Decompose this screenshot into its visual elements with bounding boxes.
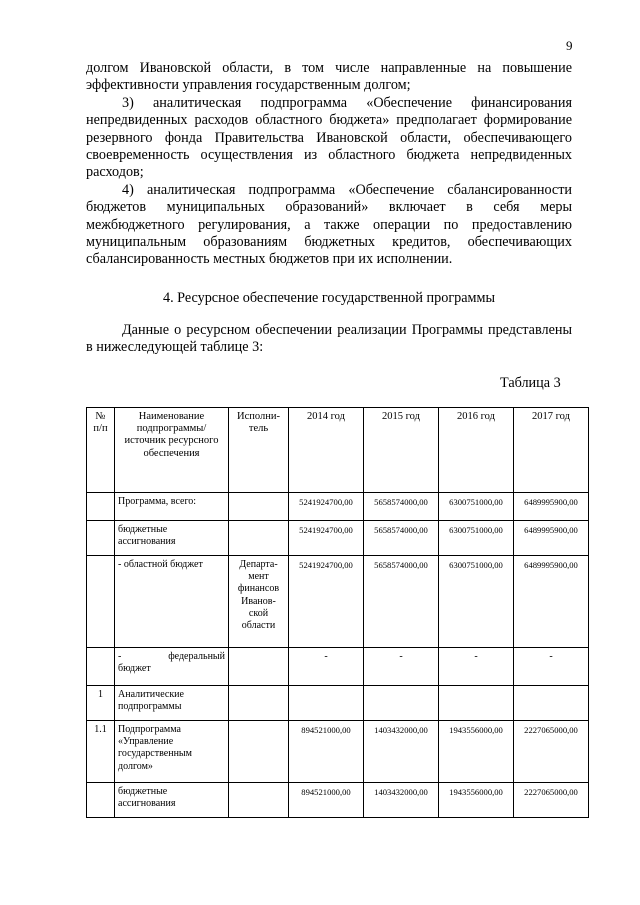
cell-2016: - xyxy=(439,648,514,686)
resource-table xyxy=(86,407,589,818)
cell-name: - областной бюджет xyxy=(115,556,229,648)
cell-num xyxy=(87,783,115,818)
paragraph-3: 4) аналитическая подпрограмма «Обеспечение сбалансированности бюджетов муниципальных образований» включает в себя меры межбюджетного регулирования, а также операции по предоставлению муниципальным образованиям бюджетных кредитов, обеспечивающих сбалансированность местных бюджетов при их исполнении. xyxy=(86,181,572,268)
cell-num xyxy=(87,648,115,686)
cell-2015: 5658574000,00 xyxy=(364,521,439,556)
table-row xyxy=(87,721,589,783)
cell-executor xyxy=(229,783,289,818)
cell-2015 xyxy=(364,686,439,721)
cell-2017: 6489995900,00 xyxy=(514,493,589,521)
cell-2014: 5241924700,00 xyxy=(289,556,364,648)
cell-executor xyxy=(229,686,289,721)
cell-2017 xyxy=(514,686,589,721)
table-row xyxy=(87,686,589,721)
cell-2016: 6300751000,00 xyxy=(439,521,514,556)
cell-num: 1.1 xyxy=(87,721,115,783)
cell-2015: 1403432000,00 xyxy=(364,721,439,783)
cell-name: бюджетные ассигнования xyxy=(115,521,229,556)
header-name: Наименование подпрограммы/ источник ресурсного обеспечения xyxy=(115,408,229,493)
cell-2016: 1943556000,00 xyxy=(439,783,514,818)
table-caption: Таблица 3 xyxy=(500,375,561,391)
cell-2014: 5241924700,00 xyxy=(289,521,364,556)
cell-name: Подпрограмма «Управление государственным долгом» xyxy=(115,721,229,783)
cell-2014: - xyxy=(289,648,364,686)
lead-paragraph: Данные о ресурсном обеспечении реализации Программы представлены в нижеследующей таблице 3: xyxy=(86,322,572,356)
cell-2017: - xyxy=(514,648,589,686)
header-2015: 2015 год xyxy=(364,408,439,493)
cell-2015: 5658574000,00 xyxy=(364,493,439,521)
header-2017: 2017 год xyxy=(514,408,589,493)
cell-name xyxy=(115,648,229,686)
cell-2014 xyxy=(289,686,364,721)
cell-executor xyxy=(229,521,289,556)
cell-2015: 5658574000,00 xyxy=(364,556,439,648)
cell-name: Аналитические подпрограммы xyxy=(115,686,229,721)
cell-num xyxy=(87,521,115,556)
cell-executor: Департа-мент финансов Иванов-ской области xyxy=(229,556,289,648)
federal-dash: - xyxy=(118,651,122,662)
table-row xyxy=(87,648,589,686)
header-2014: 2014 год xyxy=(289,408,364,493)
table-row xyxy=(87,493,589,521)
cell-num xyxy=(87,556,115,648)
federal-label-line2: бюджет xyxy=(118,663,151,675)
section-heading: 4. Ресурсное обеспечение государственной программы xyxy=(162,290,496,306)
cell-2017: 6489995900,00 xyxy=(514,521,589,556)
cell-num: 1 xyxy=(87,686,115,721)
cell-2014: 894521000,00 xyxy=(289,783,364,818)
cell-2014: 894521000,00 xyxy=(289,721,364,783)
header-num: № п/п xyxy=(87,408,115,493)
cell-2015: - xyxy=(364,648,439,686)
cell-num xyxy=(87,493,115,521)
cell-2016: 1943556000,00 xyxy=(439,721,514,783)
paragraph-1: долгом Ивановской области, в том числе направленные на повышение эффективности управления государственным долгом; xyxy=(86,60,572,94)
cell-2015: 1403432000,00 xyxy=(364,783,439,818)
table-row xyxy=(87,783,589,818)
cell-executor xyxy=(229,721,289,783)
header-executor: Исполни-тель xyxy=(229,408,289,493)
cell-executor xyxy=(229,648,289,686)
cell-2016: 6300751000,00 xyxy=(439,556,514,648)
cell-name: Программа, всего: xyxy=(115,493,229,521)
cell-2017: 6489995900,00 xyxy=(514,556,589,648)
cell-2016 xyxy=(439,686,514,721)
table-row xyxy=(87,556,589,648)
page-number: 9 xyxy=(566,38,573,53)
cell-name: бюджетные ассигнования xyxy=(115,783,229,818)
federal-label: федеральный xyxy=(168,651,225,662)
table-row xyxy=(87,521,589,556)
header-2016: 2016 год xyxy=(439,408,514,493)
cell-2017: 2227065000,00 xyxy=(514,721,589,783)
federal-line xyxy=(118,651,225,663)
cell-executor xyxy=(229,493,289,521)
table-header-row xyxy=(87,408,589,493)
cell-2017: 2227065000,00 xyxy=(514,783,589,818)
cell-2014: 5241924700,00 xyxy=(289,493,364,521)
paragraph-2: 3) аналитическая подпрограмма «Обеспечение финансирования непредвиденных расходов областного бюджета» предполагает формирование резервного фонда Правительства Ивановской области, обеспечивающего своевременность осуществления из областного бюджета непредвиденных расходов; xyxy=(86,94,572,181)
cell-2016: 6300751000,00 xyxy=(439,493,514,521)
body-text xyxy=(86,60,572,269)
